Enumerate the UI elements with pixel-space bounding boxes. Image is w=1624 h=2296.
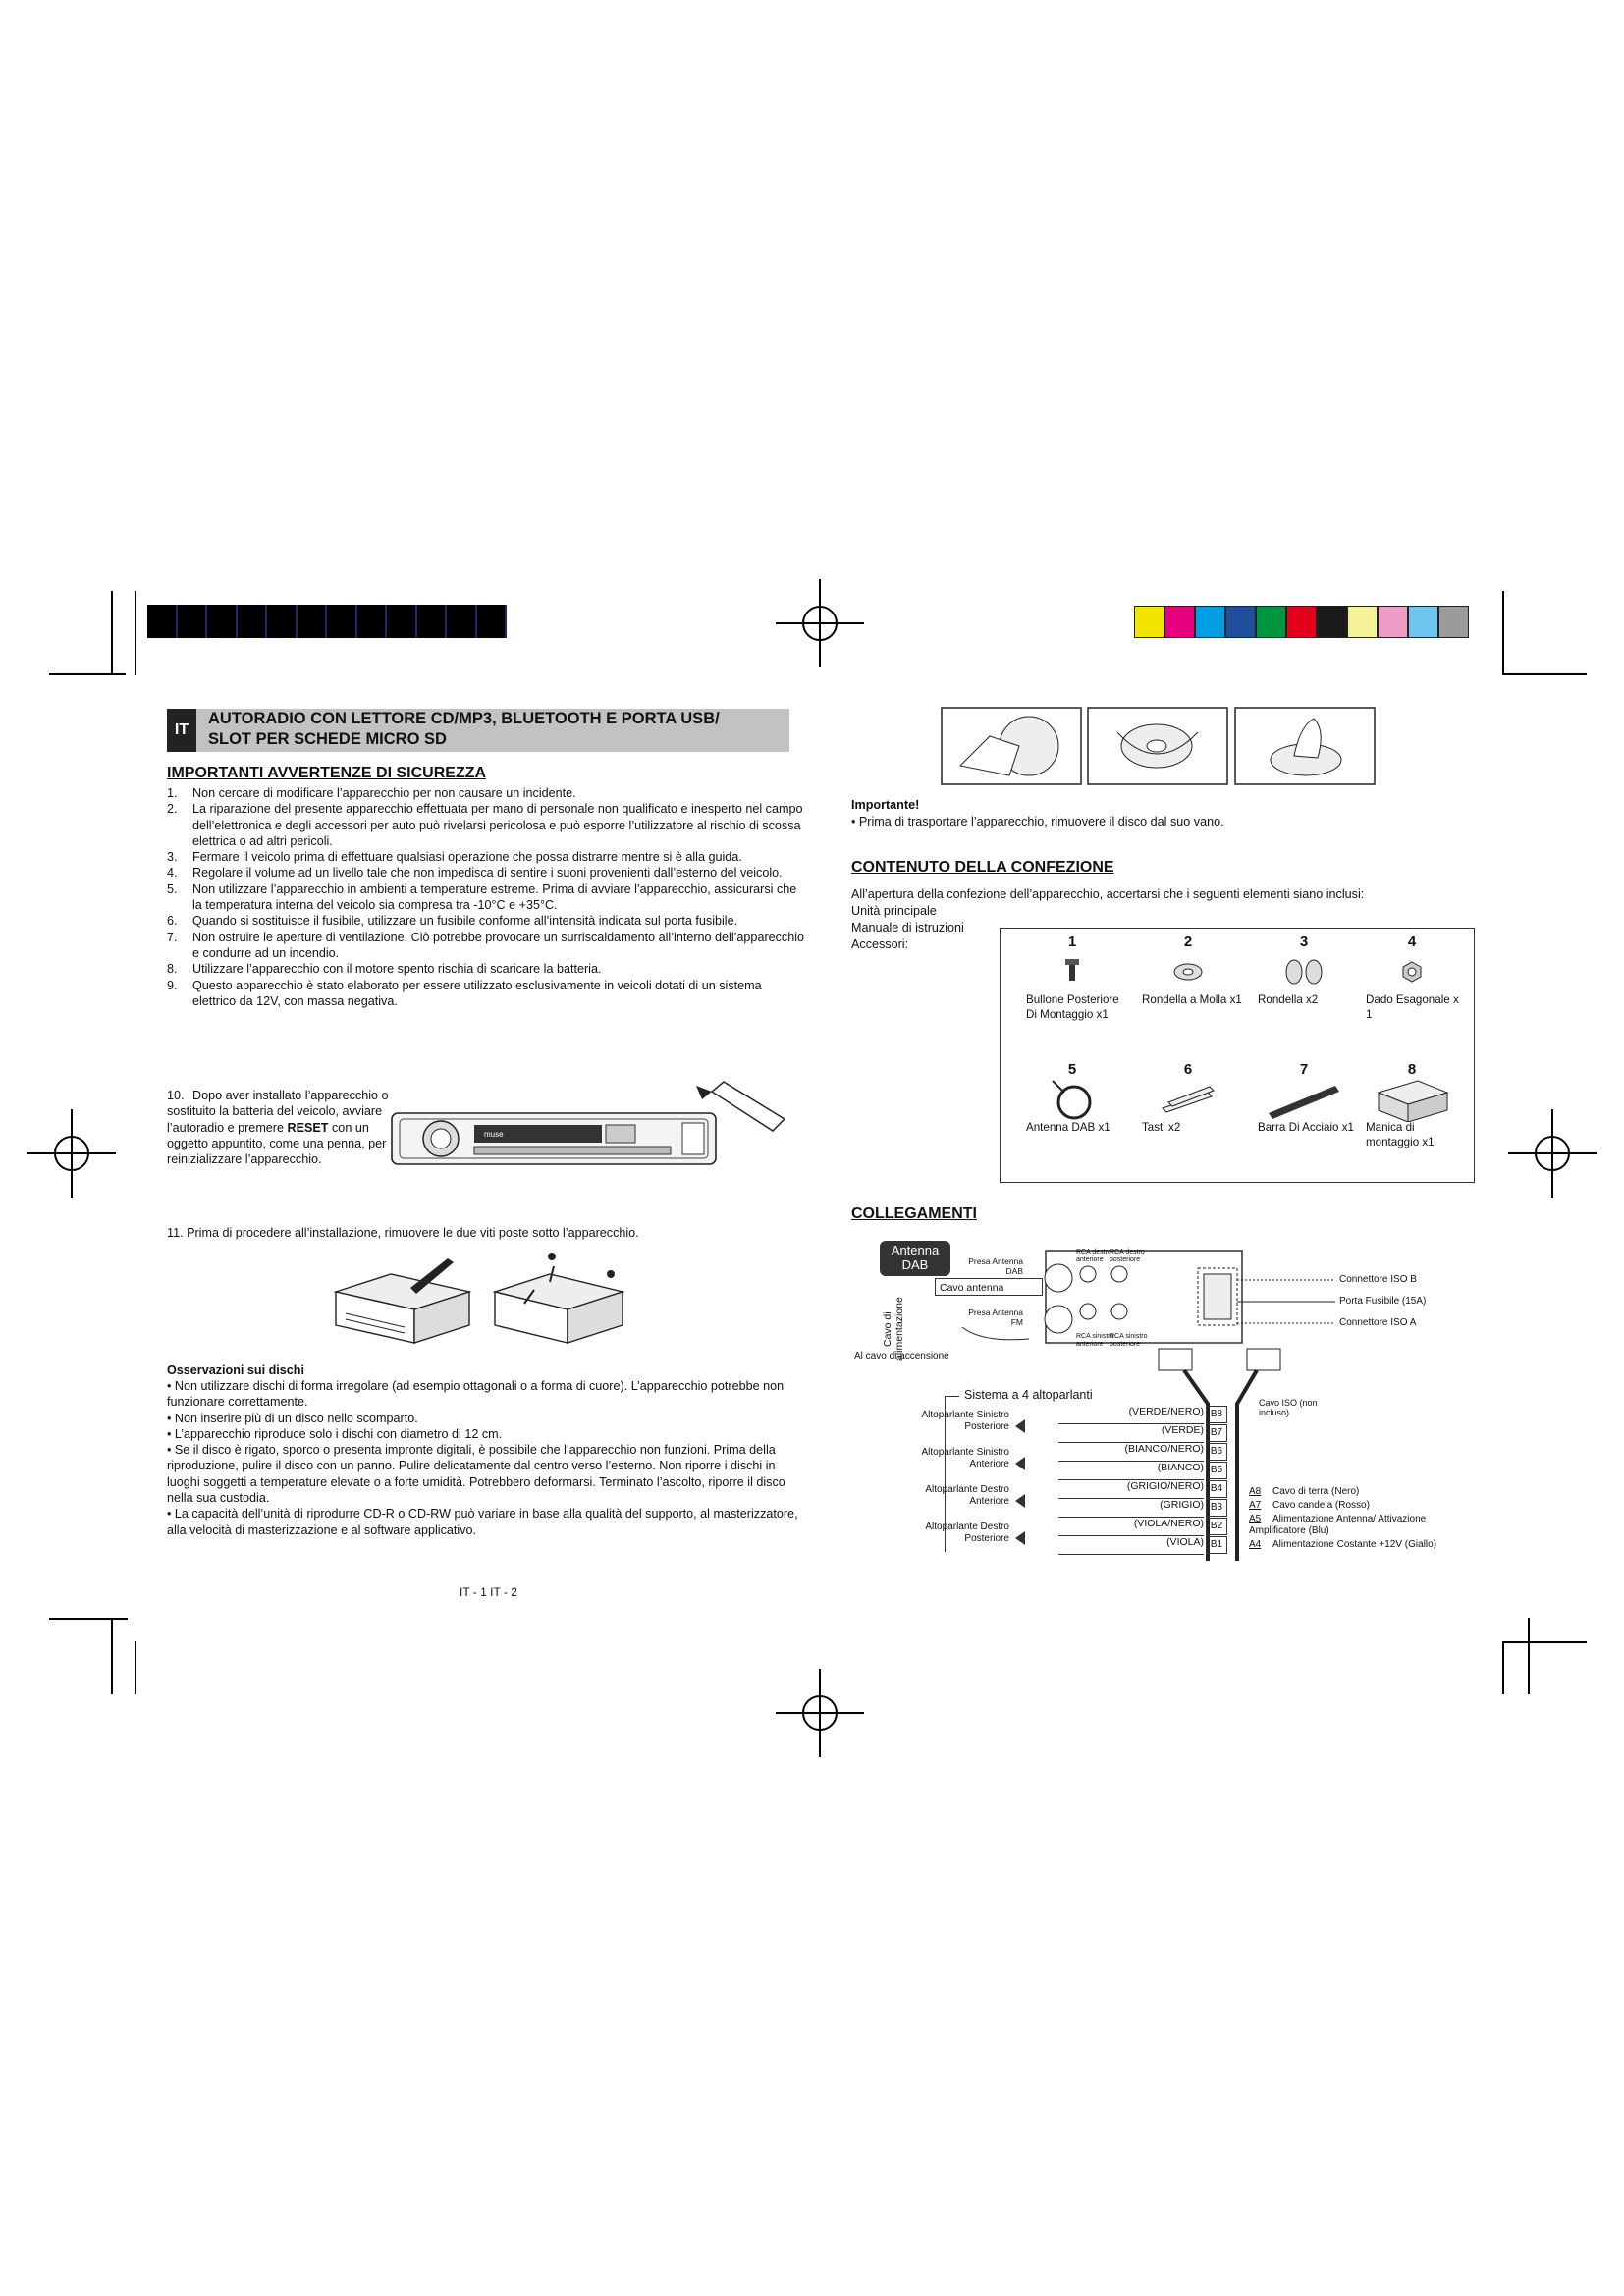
radio-brand: muse	[484, 1130, 504, 1139]
accessory-number: 1	[1067, 934, 1077, 950]
wire-color: (BIANCO/NERO)	[1124, 1443, 1204, 1455]
power-cable-label: Cavo di alimentazione	[882, 1297, 905, 1362]
registration-target-icon	[776, 1669, 864, 1757]
item-text: Non ostruire le aperture di ventilazione. Ciò potrebbe provocare un surriscaldamento all’interno dell’apparecchio e condurre ad un incendio.	[192, 930, 805, 960]
head-unit-rear-diagram	[923, 1245, 1375, 1353]
connections-heading: COLLEGAMENTI	[851, 1205, 977, 1222]
rca-label: RCA sinistro anteriore	[1076, 1333, 1114, 1348]
item-text: Fermare il veicolo prima di effettuare qualsiasi operazione che possa distrarre mentre si è alla guida.	[192, 850, 742, 865]
accessory-number: 2	[1183, 934, 1193, 950]
color-swatch	[1134, 606, 1164, 638]
wire-row	[1058, 1480, 1223, 1499]
accessory-item	[1134, 934, 1242, 1007]
color-swatch	[1225, 606, 1256, 638]
dab-socket-label: Presa Antenna DAB	[968, 1256, 1023, 1276]
speaker-label: Altoparlante Destro Anteriore	[925, 1484, 1009, 1507]
accessory-number: 8	[1407, 1061, 1417, 1078]
color-swatch	[1347, 606, 1378, 638]
wire-color: (VIOLA/NERO)	[1133, 1518, 1204, 1529]
disc-note: • L’apparecchio riproduce solo i dischi con diametro di 12 cm.	[167, 1426, 503, 1441]
wire-row	[1058, 1443, 1223, 1462]
safety-item	[167, 930, 805, 962]
speaker-label: Altoparlante Destro Posteriore	[925, 1522, 1009, 1544]
disc-note: • Se il disco è rigato, sporco o presenta impronte digitali, è possibile che l’apparecchio non funzioni. Prima della riproduzione, pulire il disco con un panno. Pulire delicatamente dal centro verso l’esterno. Non riporre i dischi in luoghi soggetti a temperature elevate o a forte umidità. Potrebbero deformarsi. Terminato l’ascolto, riporre il disco nella sua custodia.	[167, 1443, 785, 1506]
item-number: 2.	[167, 802, 178, 817]
wire-code: B5	[1206, 1462, 1227, 1479]
accessory-icon	[1018, 951, 1126, 992]
antenna-dab-badge: Antenna DAB	[880, 1241, 950, 1276]
power-code: A7	[1249, 1500, 1262, 1511]
wire-color: (GRIGIO/NERO)	[1126, 1480, 1204, 1492]
screw-removal-illustration	[332, 1253, 626, 1351]
color-swatch	[1317, 606, 1347, 638]
accessory-icon	[1358, 951, 1466, 992]
registration-target-icon	[776, 579, 864, 667]
important-text: • Prima di trasportare l’apparecchio, rimuovere il disco dal suo vano.	[851, 815, 1224, 828]
item-number: 4.	[167, 866, 178, 881]
contents-heading: CONTENUTO DELLA CONFEZIONE	[851, 859, 1114, 876]
wire-code: B6	[1206, 1443, 1227, 1461]
wire-color: (VIOLA)	[1166, 1536, 1204, 1548]
power-code: A5	[1249, 1514, 1262, 1524]
safety-list	[167, 785, 805, 1009]
registration-bar	[147, 605, 507, 638]
power-text: Cavo di terra (Nero)	[1272, 1486, 1360, 1497]
safety-item-11: 11. Prima di procedere all’installazione, rimuovere le due viti poste sotto l’apparecchio.	[167, 1226, 639, 1240]
accessory-number: 7	[1299, 1061, 1309, 1078]
wire-row	[1058, 1536, 1223, 1555]
item-number: 9.	[167, 978, 178, 992]
accessory-icon	[1250, 1079, 1358, 1120]
accessory-label: Bullone Posteriore Di Montaggio x1	[1026, 993, 1119, 1021]
speaker-icon	[1015, 1457, 1025, 1470]
power-wire	[1249, 1486, 1485, 1498]
important-title: Importante!	[851, 798, 920, 812]
power-text: Alimentazione Costante +12V (Giallo)	[1272, 1539, 1437, 1550]
accessory-label: Tasti x2	[1142, 1121, 1181, 1134]
registration-target-icon	[1508, 1109, 1597, 1198]
accessory-icon	[1134, 951, 1242, 992]
accessory-icon	[1250, 951, 1358, 992]
speaker-system-label: Sistema a 4 altoparlanti	[964, 1388, 1093, 1402]
accessory-label: Barra Di Acciaio x1	[1258, 1121, 1354, 1134]
rca-label: RCA destro anteriore	[1076, 1249, 1111, 1263]
safety-item	[167, 865, 805, 881]
safety-item	[167, 849, 805, 865]
language-badge: IT	[167, 709, 196, 752]
item-text: Quando si sostituisce il fusibile, utilizzare un fusibile conforme all’intensità indicata sul porta fusibile.	[192, 914, 738, 929]
disc-handling-illustration	[941, 707, 1382, 787]
accessory-number: 3	[1299, 934, 1309, 950]
wire-color: (BIANCO)	[1157, 1462, 1204, 1473]
contents-list: Unità principale Manuale di istruzioni Accessori:	[851, 904, 964, 951]
wire-code: B2	[1206, 1518, 1227, 1535]
power-wire	[1249, 1539, 1485, 1551]
item-number: 5.	[167, 881, 178, 896]
wire-code: B4	[1206, 1480, 1227, 1498]
safety-item	[167, 978, 805, 1010]
fuse-label: Porta Fusibile (15A)	[1339, 1296, 1427, 1307]
contents-intro: All’apertura della confezione dell’apparecchio, accertarsi che i seguenti elementi siano inclusi:	[851, 887, 1365, 901]
accessory-number: 6	[1183, 1061, 1193, 1078]
safety-item-10: 10. Dopo aver installato l’apparecchio o sostituito la batteria del veicolo, avviare l’autoradio e premere RESET con un oggetto appuntito, come una penna, per reinizializzare l’apparecchio.	[167, 1089, 389, 1167]
item-text: Utilizzare l’apparecchio con il motore spento rischia di scaricare la batteria.	[192, 962, 602, 977]
page-number: IT - 1 IT - 2	[460, 1585, 517, 1599]
power-text: Alimentazione Antenna/ Attivazione Amplificatore (Blu)	[1249, 1514, 1427, 1536]
power-code: A4	[1249, 1539, 1262, 1550]
item-number: 8.	[167, 962, 178, 977]
rca-label: RCA sinistro posteriore	[1110, 1333, 1148, 1348]
power-text: Cavo candela (Rosso)	[1272, 1500, 1370, 1511]
safety-heading: IMPORTANTI AVVERTENZE DI SICUREZZA	[167, 765, 487, 781]
disc-notes	[167, 1378, 805, 1538]
accessory-item	[1018, 1062, 1126, 1135]
color-swatch	[1378, 606, 1408, 638]
wire-code: B7	[1206, 1424, 1227, 1442]
color-swatch	[1286, 606, 1317, 638]
safety-item	[167, 881, 805, 914]
registration-target-icon	[27, 1109, 116, 1198]
speaker-icon	[1015, 1419, 1025, 1433]
iso-a-label: Connettore ISO A	[1339, 1317, 1417, 1328]
accessory-icon	[1134, 1079, 1242, 1120]
item-text: La riparazione del presente apparecchio effettuata per mano di personale non qualificato e inesperto nel campo dell’elettronica e degli accessori per auto può rivelarsi pericolosa e può esporre l’utilizzatore al rischio di scossa elettrica o ad altri pericoli.	[192, 802, 803, 848]
accessory-label: Manica di montaggio x1	[1366, 1121, 1435, 1148]
color-swatch	[1408, 606, 1438, 638]
accessory-item	[1250, 934, 1358, 1007]
wire-row	[1058, 1462, 1223, 1480]
car-radio-illustration	[388, 1076, 800, 1168]
accessory-label: Antenna DAB x1	[1026, 1121, 1110, 1134]
wire-color: (VERDE/NERO)	[1128, 1406, 1204, 1417]
iso-b-label: Connettore ISO B	[1339, 1274, 1417, 1285]
color-swatch	[1164, 606, 1195, 638]
accessory-label: Dado Esagonale x 1	[1366, 993, 1459, 1021]
wire-row	[1058, 1424, 1223, 1443]
speaker-icon	[1015, 1531, 1025, 1545]
ignition-label: Al cavo di accensione	[854, 1351, 949, 1362]
disc-note: • Non inserire più di un disco nello scomparto.	[167, 1411, 418, 1425]
color-swatches	[1134, 606, 1469, 638]
speaker-icon	[1015, 1494, 1025, 1508]
item-number: 6.	[167, 914, 178, 929]
accessory-icon	[1018, 1079, 1126, 1120]
speaker-label: Altoparlante Sinistro Posteriore	[921, 1410, 1009, 1432]
color-swatch	[1438, 606, 1469, 638]
disc-note: • Non utilizzare dischi di forma irregolare (ad esempio ottagonali o a forma di cuore). L’apparecchio potrebbe non funzionare correttamente.	[167, 1379, 785, 1410]
accessory-item	[1358, 934, 1466, 1022]
power-code: A8	[1249, 1486, 1262, 1497]
speaker-label: Altoparlante Sinistro Anteriore	[921, 1447, 1009, 1469]
wire-code: B1	[1206, 1536, 1227, 1554]
accessory-number: 5	[1067, 1061, 1077, 1078]
item-text: Non cercare di modificare l’apparecchio per non causare un incidente.	[192, 786, 576, 800]
color-swatch	[1256, 606, 1286, 638]
accessory-item	[1134, 1062, 1242, 1135]
accessory-label: Rondella x2	[1258, 993, 1319, 1006]
item-number: 1.	[167, 786, 178, 800]
disc-notes-heading: Osservazioni sui dischi	[167, 1363, 304, 1377]
item-text: Non utilizzare l’apparecchio in ambienti a temperature estreme. Prima di avviare l’apparecchio, assicurarsi che la temperatura interna del veicolo sia compresa tra -10°C e +35°C.	[192, 881, 797, 913]
rca-label: RCA destro posteriore	[1110, 1249, 1145, 1263]
accessory-item	[1250, 1062, 1358, 1135]
item-text: Questo apparecchio è stato elaborato per essere utilizzato esclusivamente in veicoli dotati di un sistema elettrico da 12V, con massa negativa.	[192, 978, 762, 1008]
wire-row	[1058, 1518, 1223, 1536]
wire-row	[1058, 1406, 1223, 1424]
antenna-cable-label: Cavo antenna	[935, 1278, 1043, 1296]
wire-color: (GRIGIO)	[1160, 1499, 1204, 1511]
fm-socket-label: Presa Antenna FM	[968, 1308, 1023, 1327]
wire-code: B8	[1206, 1406, 1227, 1423]
safety-item	[167, 801, 805, 849]
accessory-number: 4	[1407, 934, 1417, 950]
wire-row	[1058, 1499, 1223, 1518]
safety-item	[167, 961, 805, 977]
power-wire	[1249, 1514, 1485, 1537]
item-number: 3.	[167, 850, 178, 865]
safety-item	[167, 913, 805, 929]
safety-item	[167, 785, 805, 801]
disc-note: • La capacità dell’unità di riprodurre CD-R o CD-RW può variare in base alla qualità del supporto, al masterizzatore, alla velocità di masterizzazione e al software applicativo.	[167, 1507, 798, 1537]
wire-code: B3	[1206, 1499, 1227, 1517]
power-wire	[1249, 1500, 1485, 1512]
accessories-box	[1000, 928, 1475, 1183]
wire-color: (VERDE)	[1161, 1424, 1204, 1436]
color-swatch	[1195, 606, 1225, 638]
item-number: 7.	[167, 930, 178, 944]
iso-cable-label: Cavo ISO (non incluso)	[1259, 1398, 1318, 1417]
page-title: AUTORADIO CON LETTORE CD/MP3, BLUETOOTH E PORTA USB/ SLOT PER SCHEDE MICRO SD	[208, 710, 720, 748]
accessory-label: Rondella a Molla x1	[1142, 993, 1242, 1006]
accessory-item	[1358, 1062, 1466, 1149]
accessory-item	[1018, 934, 1126, 1022]
item-text: Regolare il volume ad un livello tale che non impedisca di sentire i suoni provenienti dall’esterno del veicolo.	[192, 866, 783, 881]
accessory-icon	[1358, 1079, 1466, 1120]
